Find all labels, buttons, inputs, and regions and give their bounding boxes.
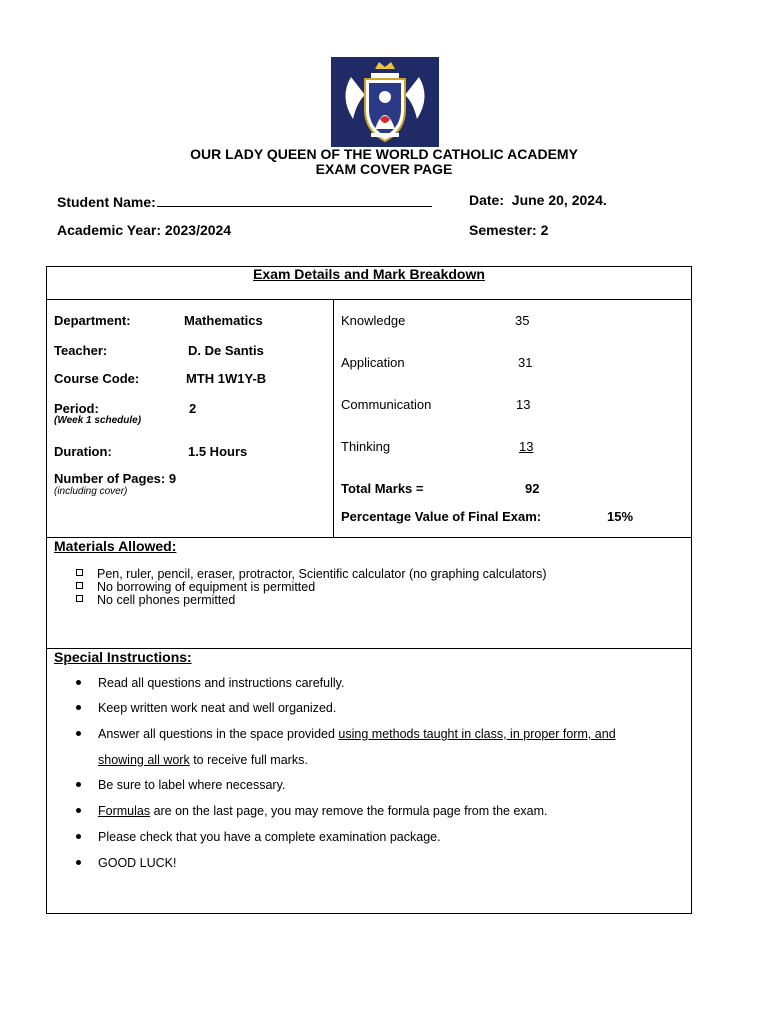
total-marks-value: 92 bbox=[525, 481, 540, 496]
duration-label: Duration: bbox=[54, 444, 112, 459]
period-label: Period: bbox=[54, 401, 99, 416]
materials-heading: Materials Allowed: bbox=[54, 538, 177, 554]
list-item bbox=[76, 676, 344, 690]
instruction-text: Please check that you have a complete examination package. bbox=[98, 830, 441, 844]
instruction-text: to receive full marks. bbox=[189, 753, 308, 767]
list-item bbox=[76, 804, 548, 818]
instruction-text: GOOD LUCK! bbox=[98, 856, 177, 870]
duration-value: 1.5 Hours bbox=[188, 444, 248, 459]
instruction-text: are on the last page, you may remove the formula page from the exam. bbox=[150, 804, 548, 818]
bullet-icon bbox=[76, 782, 81, 787]
materials-item-text: No borrowing of equipment is permitted bbox=[97, 580, 316, 594]
knowledge-value: 35 bbox=[515, 313, 530, 328]
date-label: Date: bbox=[469, 192, 505, 208]
application-label: Application bbox=[341, 355, 405, 370]
total-marks-label: Total Marks = bbox=[341, 481, 424, 496]
list-item bbox=[76, 727, 616, 741]
instruction-underlined-text: showing all work bbox=[98, 753, 190, 767]
instruction-underlined-text: using methods taught in class, in proper form, and bbox=[338, 727, 616, 741]
department-label: Department: bbox=[54, 313, 131, 328]
communication-label: Communication bbox=[341, 397, 432, 412]
instruction-text: Keep written work neat and well organized. bbox=[98, 701, 337, 715]
school-name: OUR LADY QUEEN OF THE WORLD CATHOLIC ACADEMY bbox=[190, 146, 578, 162]
bullet-icon bbox=[76, 808, 81, 813]
course-code-label: Course Code: bbox=[54, 371, 140, 386]
checkbox-bullet-icon bbox=[76, 582, 83, 589]
list-item bbox=[76, 701, 336, 715]
department-value: Mathematics bbox=[184, 313, 263, 328]
knowledge-label: Knowledge bbox=[341, 313, 406, 328]
date-field bbox=[469, 192, 607, 208]
instruction-text: Be sure to label where necessary. bbox=[98, 778, 286, 792]
student-name-line[interactable] bbox=[157, 192, 432, 207]
semester: Semester: 2 bbox=[469, 222, 549, 238]
bullet-icon bbox=[76, 680, 81, 685]
bullet-icon bbox=[76, 834, 81, 839]
thinking-value: 13 bbox=[519, 439, 534, 454]
academic-year: Academic Year: 2023/2024 bbox=[57, 222, 232, 238]
details-heading: Exam Details and Mark Breakdown bbox=[253, 266, 485, 282]
bullet-icon bbox=[76, 705, 81, 710]
list-item-continued bbox=[98, 753, 308, 767]
communication-value: 13 bbox=[516, 397, 531, 412]
teacher-value: D. De Santis bbox=[188, 343, 264, 358]
student-name-field[interactable] bbox=[57, 192, 432, 210]
materials-item-text: No cell phones permitted bbox=[97, 593, 236, 607]
school-crest-logo bbox=[331, 57, 439, 147]
materials-item-text: Pen, ruler, pencil, eraser, protractor, Scientific calculator (no graphing calculators) bbox=[97, 567, 547, 581]
bullet-icon bbox=[76, 860, 81, 865]
bullet-icon bbox=[76, 731, 81, 736]
percentage-value: 15% bbox=[607, 509, 634, 524]
pages-label: Number of Pages: 9 bbox=[54, 471, 177, 486]
instruction-text: Read all questions and instructions carefully. bbox=[98, 676, 345, 690]
teacher-label: Teacher: bbox=[54, 343, 108, 358]
list-item bbox=[76, 830, 441, 844]
list-item bbox=[76, 594, 547, 607]
checkbox-bullet-icon bbox=[76, 595, 83, 602]
list-item bbox=[76, 778, 285, 792]
list-item bbox=[76, 856, 177, 870]
date-value: June 20, 2024. bbox=[511, 192, 607, 208]
thinking-label: Thinking bbox=[341, 439, 391, 454]
details-heading-wrap bbox=[46, 266, 692, 282]
student-name-label: Student Name: bbox=[57, 194, 156, 210]
period-note: (Week 1 schedule) bbox=[54, 415, 142, 426]
page-title: EXAM COVER PAGE bbox=[315, 161, 453, 177]
instructions-heading: Special Instructions: bbox=[54, 649, 192, 665]
divider bbox=[46, 299, 692, 300]
percentage-label: Percentage Value of Final Exam: bbox=[341, 509, 542, 524]
application-value: 31 bbox=[518, 355, 533, 370]
divider bbox=[333, 299, 334, 538]
pages-note: (including cover) bbox=[54, 486, 128, 497]
period-value: 2 bbox=[189, 401, 197, 416]
course-code-value: MTH 1W1Y-B bbox=[186, 371, 267, 386]
instruction-underlined-text: Formulas bbox=[98, 804, 151, 818]
checkbox-bullet-icon bbox=[76, 569, 83, 576]
instruction-text: Answer all questions in the space provided bbox=[98, 727, 339, 741]
materials-list bbox=[76, 568, 547, 607]
